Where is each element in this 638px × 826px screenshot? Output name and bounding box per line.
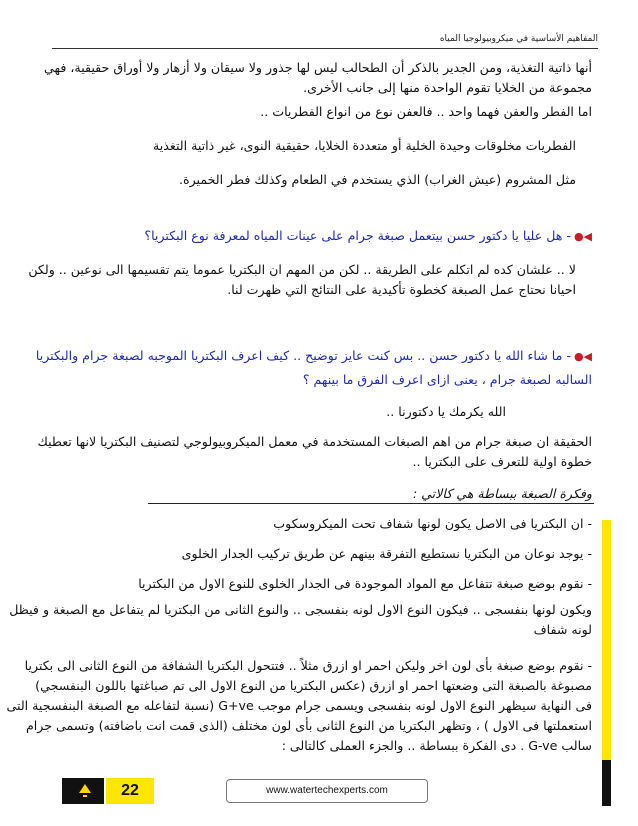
- bullet-item: - يوجد نوعان من البكتريا نستطيع التفرقة بينهم عن طريق تركيب الجدار الخلوى: [181, 546, 592, 561]
- paragraph-line: أنها ذاتية التغذية، ومن الجدير بالذكر أن الطحالب ليس لها جذور ولا سيقان ولا أزهار ولا أوراق حقيقية، فهي: [44, 60, 592, 75]
- page-number: 22: [106, 778, 154, 804]
- question-line: [36, 346, 592, 367]
- running-header: المفاهيم الأساسية في ميكروبيولوجيا المياه: [439, 34, 598, 44]
- section-heading: وفكرة الصبغة ببساطة هي كالاتي :: [412, 486, 592, 501]
- bullet-item: - ان البكتريا فى الاصل يكون لونها شفاف تحت الميكروسكوب: [273, 516, 592, 531]
- speaker-icon: ◀●: [573, 230, 592, 243]
- paragraph-line: - نقوم بوضع صبغة بأى لون اخر وليكن احمر او ازرق مثلاً .. فتتحول البكتريا الشفافة من النوع الثانى الى بكتريا: [24, 658, 592, 673]
- paragraph-line: مجموعة من الخلايا تقوم الواحدة منها إلى جانب الأخرى.: [303, 80, 592, 95]
- paragraph: مثل المشروم (عيش الغراب) الذي يستخدم في الطعام وكذلك فطر الخميرة.: [178, 172, 576, 187]
- logo: [62, 778, 104, 804]
- logo-mark-icon: [83, 795, 87, 797]
- paragraph-line: مصبوغة بالصبغة التى وضعتها احمر او ازرق (عكس البكتريا من النوع الاول الى تم صباغتها باللون البنفسجي): [35, 678, 592, 693]
- paragraph-line: فى النهاية سيظهر النوع الاول لونه بنفسجى ويسمى جرام موجب G+ve (نسبة لتفاعله مع الصبغة البنفسجية التى: [6, 698, 592, 713]
- paragraph: اما الفطر والعفن فهما واحد .. فالعفن نوع من انواع الفطريات ..: [260, 104, 592, 119]
- footer-url[interactable]: www.watertechexperts.com: [226, 779, 428, 803]
- paragraph-line: سالب G-ve . دى الفكرة ببساطة .. والجزء العملى كالتالى :: [281, 738, 592, 753]
- paragraph-line: ويكون لونها بنفسجى .. فيكون النوع الاول لونه بنفسجى .. والنوع الثانى من البكتريا لم يتفاعل مع الصبغة و فيظل: [9, 602, 592, 617]
- heading-underline: [148, 503, 594, 504]
- answer-line: لا .. علشان كده لم اتكلم على الطريقة .. لكن من المهم ان البكتريا عموما يتم تقسيمها الى نوعين .. ولكن: [28, 262, 576, 277]
- question-text: - هل عليا يا دكتور حسن بيتعمل صبغة جرام على عينات المياه لمعرفة نوع البكتريا؟: [144, 228, 571, 243]
- question-line: [144, 226, 592, 247]
- paragraph: الفطريات مخلوقات وحيدة الخلية أو متعددة الخلايا، حقيقية النوى، غير ذاتية التغذية: [153, 138, 576, 153]
- header-divider: [52, 48, 598, 49]
- page-footer: [46, 778, 606, 806]
- logo-triangle-icon: [79, 784, 91, 793]
- paragraph-line: خطوة اولية للتعرف على البكتريا ..: [412, 454, 592, 469]
- paragraph-line: لونه شفاف: [533, 622, 592, 637]
- answer-line: الله يكرمك يا دكتورنا ..: [386, 404, 506, 419]
- paragraph-line: الحقيقة ان صبغة جرام من اهم الصبغات المستخدمة في معمل الميكروبيولوجي لتصنيف البكتريا لانها تعطيك: [37, 434, 592, 449]
- question-text: - ما شاء الله يا دكتور حسن .. بس كنت عايز توضيح .. كيف اعرف البكتريا الموجبه لصبغة جرام والبكتريا: [35, 348, 571, 363]
- bullet-item: - نقوم بوضع صبغة تتفاعل مع المواد الموجودة فى الجدار الخلوى للنوع الاول من البكتريا: [138, 576, 592, 591]
- answer-line: احيانا نحتاج عمل الصبغة كخطوة تأكيدية على النتائج التي ظهرت لنا.: [227, 282, 576, 297]
- question-line: السالبه لصبغة جرام ، يعنى ازاى اعرف الفرق ما بينهم ؟: [302, 372, 592, 387]
- speaker-icon: ◀●: [573, 350, 592, 363]
- paragraph-line: استعملتها فى الاول ) ، وتظهر البكتريا من النوع الثانى بأى لون مختلف (الذى قمت انت باضافته) وتسمى جرام: [25, 718, 592, 733]
